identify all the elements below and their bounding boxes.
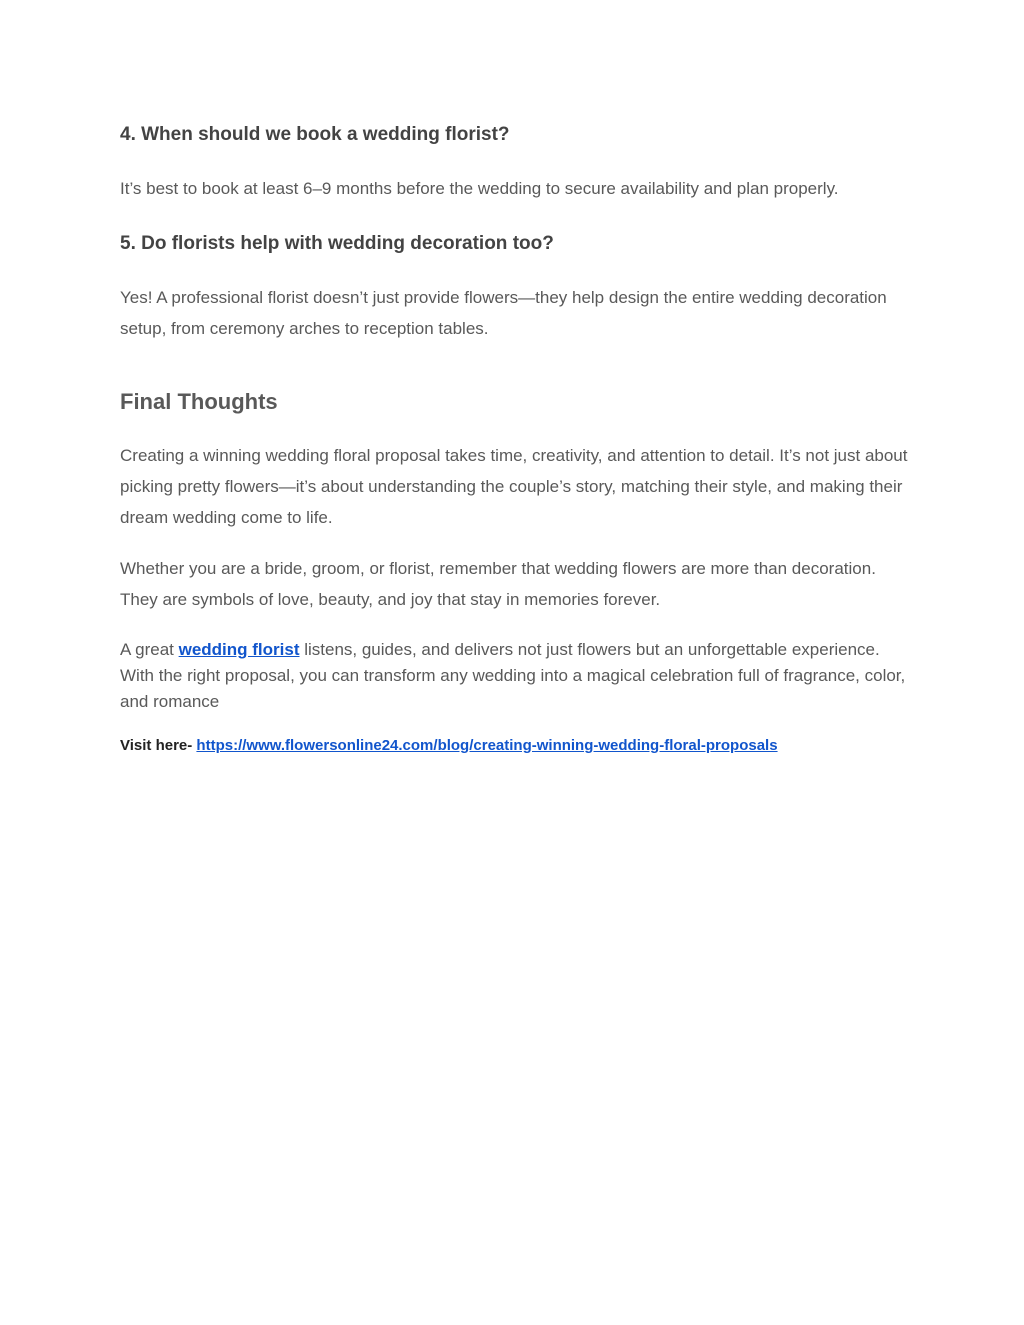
final-thoughts-paragraph-1: Creating a winning wedding floral proposal takes time, creativity, and attention to detail. It’s not just about picking pretty flowers—it’s about understanding the couple’s story, matching their style, and making their dream wedding come to life. bbox=[120, 446, 908, 527]
faq-question-5: 5. Do florists help with wedding decoration too? bbox=[120, 233, 554, 254]
paragraph-3-tail-text: listens, guides, and delivers not just flowers but an unforgettable experience. With the right proposal, you can transform any wedding into a magical celebration full of fragrance, color, and romance bbox=[120, 640, 906, 711]
visit-line bbox=[120, 737, 778, 754]
final-thoughts-paragraph-3 bbox=[120, 637, 910, 715]
final-thoughts-heading: Final Thoughts bbox=[120, 389, 278, 414]
paragraph-3-lead-text: A great bbox=[120, 640, 179, 659]
final-thoughts-paragraph-2: Whether you are a bride, groom, or florist, remember that wedding flowers are more than decoration. They are symbols of love, beauty, and joy that stay in memories forever. bbox=[120, 559, 876, 609]
faq-answer-5: Yes! A professional florist doesn’t just provide flowers—they help design the entire wedding decoration setup, from ceremony arches to reception tables. bbox=[120, 288, 887, 338]
wedding-florist-link[interactable]: wedding florist bbox=[178, 640, 300, 659]
faq-answer-4: It’s best to book at least 6–9 months before the wedding to secure availability and plan properly. bbox=[120, 179, 839, 198]
faq-question-4: 4. When should we book a wedding florist? bbox=[120, 124, 510, 145]
visit-label: Visit here- bbox=[120, 737, 197, 754]
visit-url-link[interactable]: https://www.flowersonline24.com/blog/creating-winning-wedding-floral-proposals bbox=[196, 737, 778, 754]
